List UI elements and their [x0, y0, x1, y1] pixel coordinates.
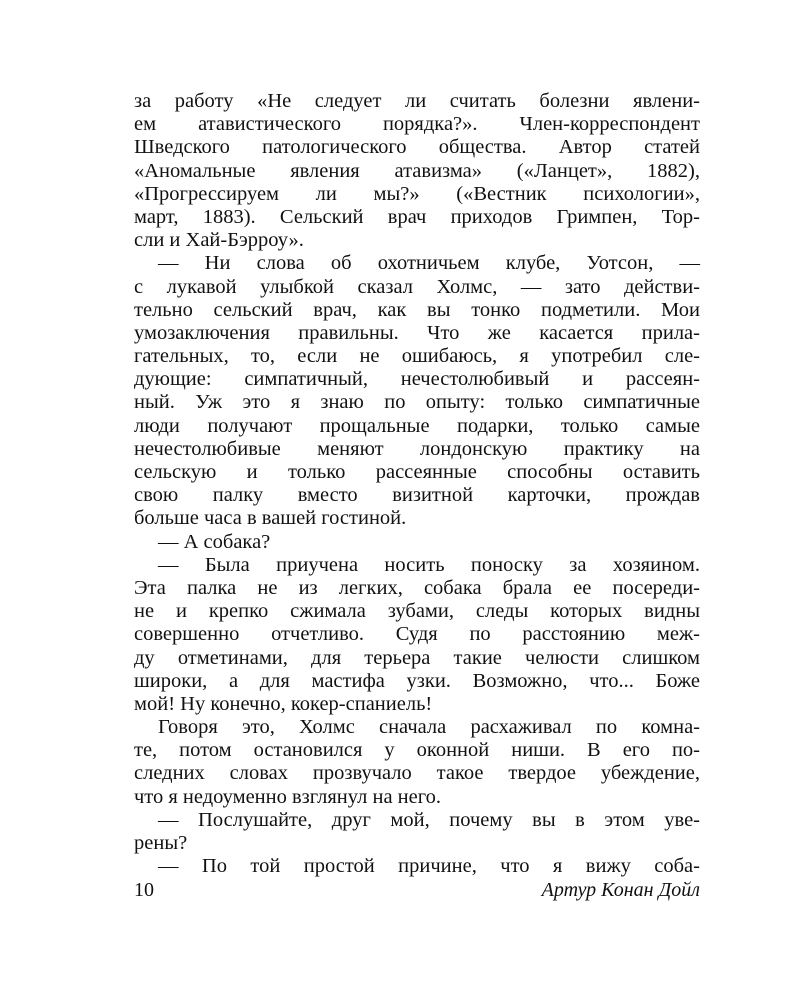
text-line: рены? — [134, 832, 188, 854]
text-line: следних словах прозвучало такое твердое убеждение, — [134, 762, 700, 785]
text-line: «Аномальные явления атавизма» («Ланцет», 1882), — [134, 159, 700, 182]
text-line: — Послушайте, друг мой, почему вы в этом уве- — [158, 808, 700, 831]
text-line: не и крепко сжимала зубами, следы которых видны — [134, 600, 700, 623]
text-line: сельскую и только рассеянные способны оставить — [134, 461, 700, 483]
text-line: ду отметинами, для терьера такие челюсти слишком — [134, 646, 700, 669]
text-line: что я недоуменно взглянул на него. — [134, 785, 442, 808]
text-line: Шведского патологического общества. Автор статей — [134, 136, 700, 159]
text-line: мой! Ну конечно, кокер-спаниель! — [134, 692, 433, 715]
text-line: за работу «Не следует ли считать болезни явлени- — [134, 90, 700, 112]
page-footer — [134, 876, 700, 904]
page-number: 10 — [134, 879, 154, 901]
text-line: — А собака? — [158, 530, 271, 553]
text-line: люди получают прощальные подарки, только самые — [134, 414, 700, 437]
text-line: нечестолюбивые меняют лондонскую практику на — [134, 437, 700, 460]
text-line: совершенно отчетливо. Судя по расстоянию меж- — [134, 623, 700, 646]
running-head-author: Артур Конан Дойл — [541, 879, 700, 901]
text-line: с лукавой улыбкой сказал Холмс, — зато действи- — [134, 275, 700, 298]
text-line: ный. Уж это я знаю по опыту: только симпатичные — [134, 391, 700, 414]
text-line: «Прогрессируем ли мы?» («Вестник психологии», — [134, 182, 700, 205]
text-line: — Была приучена носить поноску за хозяином. — [158, 553, 700, 576]
text-line: гательных, то, если не ошибаюсь, я употребил сле- — [134, 345, 700, 368]
text-line: — Ни слова об охотничьем клубе, Уотсон, — — [158, 252, 700, 275]
text-line: широки, а для мастифа узки. Возможно, что... Боже — [134, 669, 700, 692]
text-line: Эта палка не из легких, собака брала ее посереди- — [134, 576, 700, 599]
text-line: дующие: симпатичный, нечестолюбивый и рассеян- — [134, 368, 700, 391]
text-line: — По той простой причине, что я вижу соба- — [158, 855, 700, 878]
text-line: март, 1883). Сельский врач приходов Гримпен, Тор- — [134, 205, 700, 228]
text-line: тельно сельский врач, как вы тонко подметили. Мои — [134, 298, 700, 321]
text-line: ем атавистического порядка?». Член-корреспондент — [134, 113, 700, 136]
body-text — [134, 90, 700, 878]
text-line: сли и Хай-Бэрроу». — [134, 229, 304, 252]
text-line: умозаключения правильны. Что же касается прила- — [134, 321, 700, 344]
text-line: те, потом остановился у оконной ниши. В его по- — [134, 739, 700, 762]
text-line: свою палку вместо визитной карточки, прождав — [134, 484, 700, 507]
text-line: Говоря это, Холмс сначала расхаживал по комна- — [158, 716, 700, 739]
text-line: больше часа в вашей гостиной. — [134, 507, 407, 530]
